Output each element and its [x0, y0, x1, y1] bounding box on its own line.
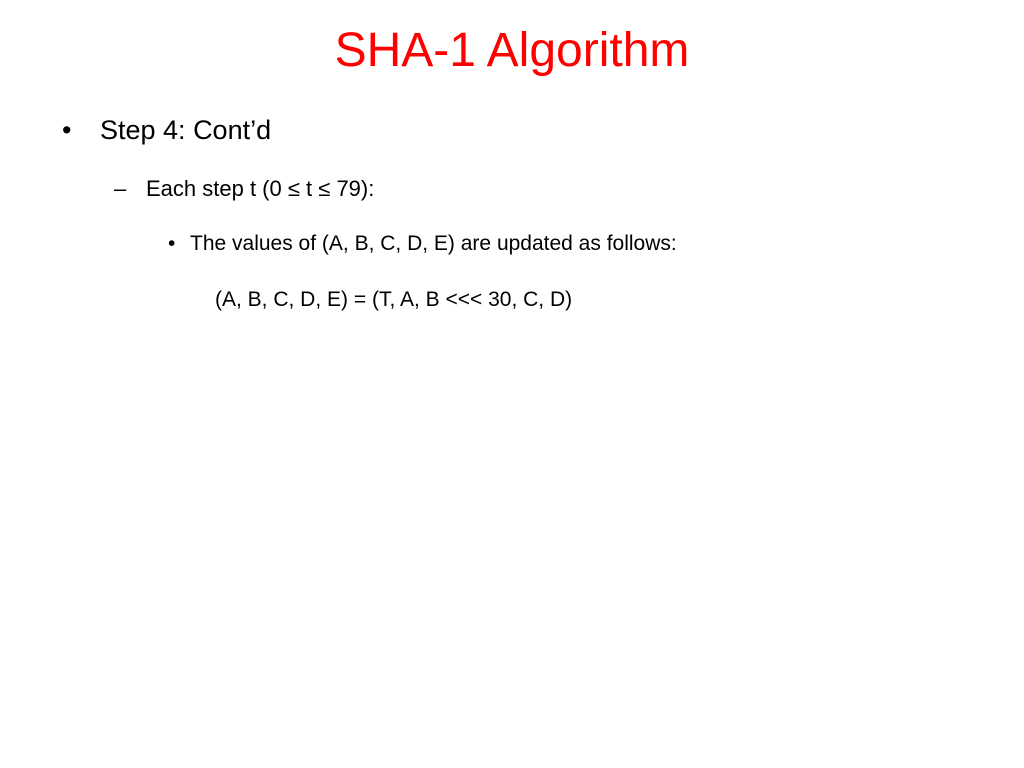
update-equation: (A, B, C, D, E) = (T, A, B <<< 30, C, D) — [215, 288, 573, 311]
dash-marker: – — [114, 176, 127, 201]
bullet-marker: • — [62, 115, 72, 145]
bullet-text: The values of (A, B, C, D, E) are updated as follows: — [190, 232, 677, 255]
bullet-text: Each step t (0 ≤ t ≤ 79): — [146, 176, 375, 201]
slide-title: SHA-1 Algorithm — [334, 24, 690, 77]
bullet-text: Step 4: Cont’d — [100, 115, 272, 145]
bullet-marker: • — [168, 232, 176, 255]
